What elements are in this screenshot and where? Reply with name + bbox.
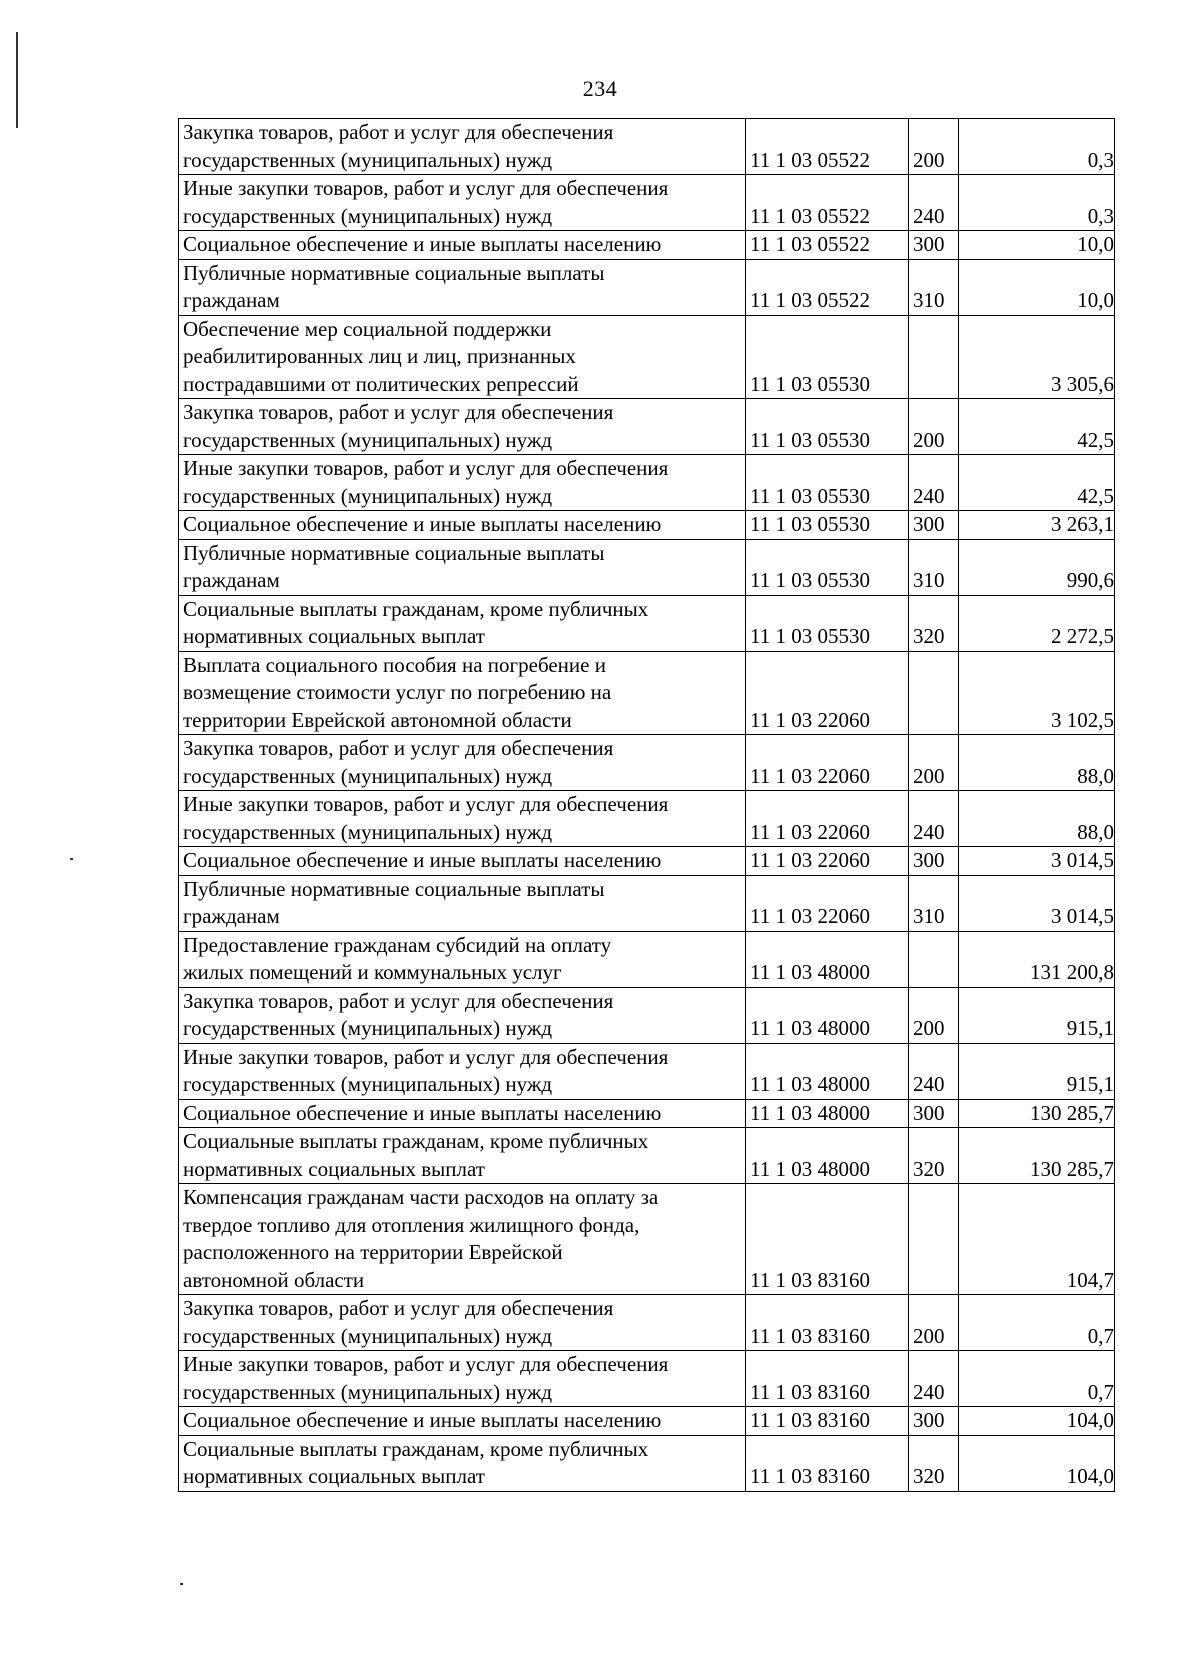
table-row [179,1099,1115,1128]
table-row [179,1435,1115,1491]
row-name-cell: Социальное обеспечение и иные выплаты населению [179,231,746,260]
row-amount-cell: 42,5 [959,455,1115,511]
row-name-cell: Выплата социального пособия на погребение и возмещение стоимости услуг по погребению на территории Еврейской автономной области [179,651,746,735]
scan-speck [70,858,73,860]
table-row [179,595,1115,651]
row-name-cell: Публичные нормативные социальные выплаты гражданам [179,259,746,315]
table-row [179,1128,1115,1184]
row-name-cell: Иные закупки товаров, работ и услуг для обеспечения государственных (муниципальных) нужд [179,791,746,847]
table-row [179,259,1115,315]
row-code-cell: 11 1 03 22060 [746,735,909,791]
row-name-cell: Иные закупки товаров, работ и услуг для обеспечения государственных (муниципальных) нужд [179,1351,746,1407]
table-row [179,1043,1115,1099]
row-expense-type-cell: 200 [909,1295,959,1351]
row-expense-type-cell [909,315,959,399]
row-name-cell: Компенсация гражданам части расходов на оплату за твердое топливо для отопления жилищного фонда, расположенного на территории Еврейской автономной области [179,1184,746,1295]
table-row [179,791,1115,847]
table-row [179,399,1115,455]
row-name-cell: Закупка товаров, работ и услуг для обеспечения государственных (муниципальных) нужд [179,987,746,1043]
row-code-cell: 11 1 03 05530 [746,511,909,540]
row-expense-type-cell: 310 [909,259,959,315]
row-code-cell: 11 1 03 48000 [746,1099,909,1128]
row-expense-type-cell: 240 [909,791,959,847]
row-expense-type-cell: 300 [909,231,959,260]
row-amount-cell: 10,0 [959,231,1115,260]
row-expense-type-cell: 320 [909,1128,959,1184]
table-row [179,875,1115,931]
page-number: 234 [582,76,618,101]
row-amount-cell: 10,0 [959,259,1115,315]
row-code-cell: 11 1 03 05522 [746,231,909,260]
row-name-cell: Социальное обеспечение и иные выплаты населению [179,1407,746,1436]
row-name-cell: Закупка товаров, работ и услуг для обеспечения государственных (муниципальных) нужд [179,119,746,175]
row-code-cell: 11 1 03 05530 [746,455,909,511]
row-amount-cell: 3 102,5 [959,651,1115,735]
row-expense-type-cell: 300 [909,847,959,876]
row-expense-type-cell: 240 [909,1043,959,1099]
row-code-cell: 11 1 03 22060 [746,791,909,847]
row-amount-cell: 131 200,8 [959,931,1115,987]
table-row [179,511,1115,540]
row-code-cell: 11 1 03 05530 [746,399,909,455]
row-code-cell: 11 1 03 48000 [746,1043,909,1099]
row-name-cell: Закупка товаров, работ и услуг для обеспечения государственных (муниципальных) нужд [179,1295,746,1351]
row-expense-type-cell: 310 [909,875,959,931]
row-code-cell: 11 1 03 48000 [746,1128,909,1184]
row-amount-cell: 88,0 [959,791,1115,847]
row-expense-type-cell [909,651,959,735]
row-code-cell: 11 1 03 22060 [746,875,909,931]
row-amount-cell: 0,3 [959,119,1115,175]
row-code-cell: 11 1 03 83160 [746,1435,909,1491]
row-name-cell: Закупка товаров, работ и услуг для обеспечения государственных (муниципальных) нужд [179,735,746,791]
row-name-cell: Социальные выплаты гражданам, кроме публичных нормативных социальных выплат [179,1128,746,1184]
table-row [179,987,1115,1043]
table-row [179,847,1115,876]
row-name-cell: Предоставление гражданам субсидий на оплату жилых помещений и коммунальных услуг [179,931,746,987]
row-code-cell: 11 1 03 05522 [746,119,909,175]
table-row [179,1184,1115,1295]
table-row [179,455,1115,511]
row-expense-type-cell [909,931,959,987]
row-code-cell: 11 1 03 22060 [746,651,909,735]
budget-table [178,118,1115,1492]
table-row [179,119,1115,175]
row-name-cell: Социальное обеспечение и иные выплаты населению [179,847,746,876]
row-expense-type-cell: 300 [909,511,959,540]
row-code-cell: 11 1 03 05522 [746,175,909,231]
row-expense-type-cell: 240 [909,175,959,231]
scan-speck [180,1583,183,1585]
row-amount-cell: 3 014,5 [959,875,1115,931]
table-row [179,1295,1115,1351]
row-amount-cell: 3 014,5 [959,847,1115,876]
row-code-cell: 11 1 03 22060 [746,847,909,876]
row-expense-type-cell [909,1184,959,1295]
row-expense-type-cell: 240 [909,1351,959,1407]
row-amount-cell: 915,1 [959,987,1115,1043]
row-code-cell: 11 1 03 48000 [746,931,909,987]
table-row [179,231,1115,260]
row-amount-cell: 0,3 [959,175,1115,231]
row-amount-cell: 915,1 [959,1043,1115,1099]
row-name-cell: Иные закупки товаров, работ и услуг для обеспечения государственных (муниципальных) нужд [179,1043,746,1099]
row-amount-cell: 0,7 [959,1295,1115,1351]
row-name-cell: Социальное обеспечение и иные выплаты населению [179,1099,746,1128]
table-row [179,315,1115,399]
row-expense-type-cell: 320 [909,595,959,651]
row-amount-cell: 3 305,6 [959,315,1115,399]
row-code-cell: 11 1 03 83160 [746,1407,909,1436]
table-row [179,175,1115,231]
row-expense-type-cell: 240 [909,455,959,511]
table-row [179,539,1115,595]
budget-table-body [179,119,1115,1492]
row-name-cell: Социальные выплаты гражданам, кроме публичных нормативных социальных выплат [179,595,746,651]
row-expense-type-cell: 200 [909,987,959,1043]
row-amount-cell: 104,0 [959,1407,1115,1436]
row-expense-type-cell: 320 [909,1435,959,1491]
table-row [179,1407,1115,1436]
row-name-cell: Обеспечение мер социальной поддержки реабилитированных лиц и лиц, признанных пострадавшими от политических репрессий [179,315,746,399]
row-name-cell: Социальное обеспечение и иные выплаты населению [179,511,746,540]
row-name-cell: Закупка товаров, работ и услуг для обеспечения государственных (муниципальных) нужд [179,399,746,455]
row-expense-type-cell: 200 [909,399,959,455]
row-expense-type-cell: 200 [909,119,959,175]
row-expense-type-cell: 300 [909,1099,959,1128]
row-expense-type-cell: 300 [909,1407,959,1436]
row-code-cell: 11 1 03 83160 [746,1351,909,1407]
row-amount-cell: 2 272,5 [959,595,1115,651]
row-code-cell: 11 1 03 48000 [746,987,909,1043]
row-code-cell: 11 1 03 83160 [746,1184,909,1295]
table-row [179,651,1115,735]
table-row [179,931,1115,987]
row-amount-cell: 104,7 [959,1184,1115,1295]
row-name-cell: Иные закупки товаров, работ и услуг для обеспечения государственных (муниципальных) нужд [179,455,746,511]
row-amount-cell: 104,0 [959,1435,1115,1491]
row-code-cell: 11 1 03 05530 [746,595,909,651]
row-code-cell: 11 1 03 05530 [746,315,909,399]
row-name-cell: Публичные нормативные социальные выплаты гражданам [179,539,746,595]
row-amount-cell: 42,5 [959,399,1115,455]
row-amount-cell: 130 285,7 [959,1128,1115,1184]
row-name-cell: Публичные нормативные социальные выплаты гражданам [179,875,746,931]
table-row [179,735,1115,791]
row-amount-cell: 130 285,7 [959,1099,1115,1128]
row-amount-cell: 88,0 [959,735,1115,791]
row-amount-cell: 0,7 [959,1351,1115,1407]
row-amount-cell: 3 263,1 [959,511,1115,540]
row-name-cell: Иные закупки товаров, работ и услуг для обеспечения государственных (муниципальных) нужд [179,175,746,231]
row-name-cell: Социальные выплаты гражданам, кроме публичных нормативных социальных выплат [179,1435,746,1491]
row-code-cell: 11 1 03 05530 [746,539,909,595]
row-expense-type-cell: 200 [909,735,959,791]
table-row [179,1351,1115,1407]
row-expense-type-cell: 310 [909,539,959,595]
row-amount-cell: 990,6 [959,539,1115,595]
row-code-cell: 11 1 03 05522 [746,259,909,315]
row-code-cell: 11 1 03 83160 [746,1295,909,1351]
